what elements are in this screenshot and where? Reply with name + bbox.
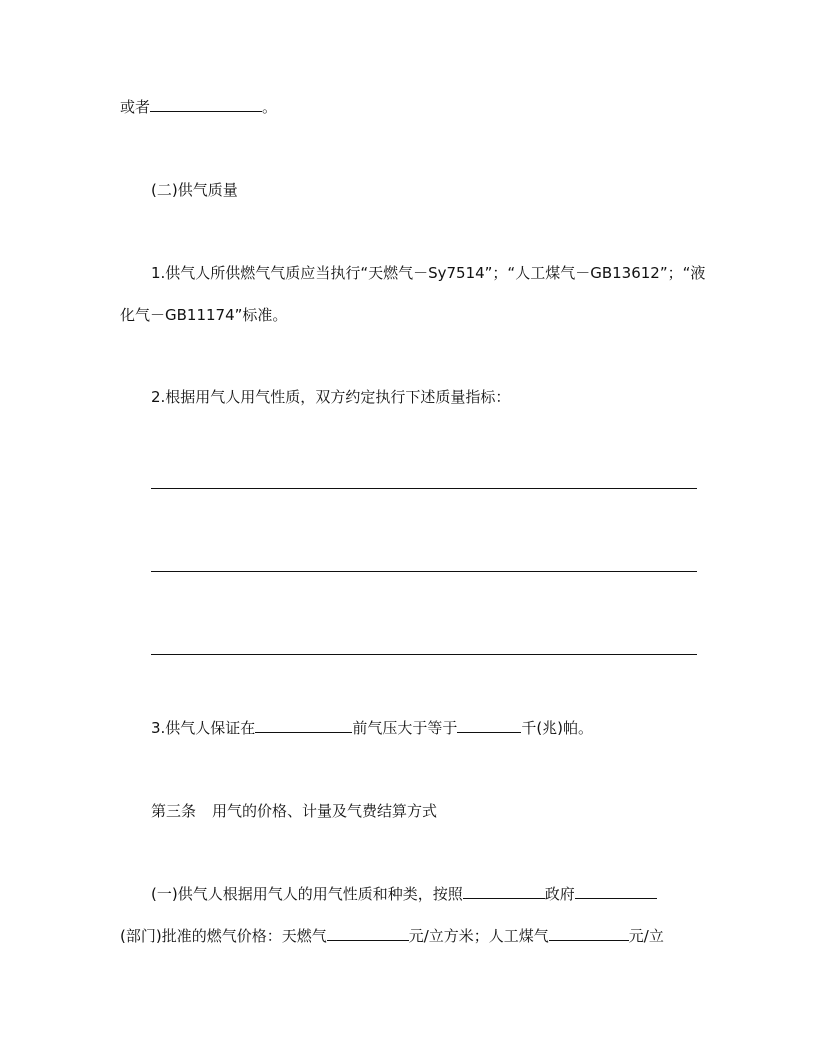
paragraph-pricing bbox=[151, 884, 657, 904]
pricing-text-e: 元/立 bbox=[628, 927, 664, 945]
paragraph-pricing-cont bbox=[120, 926, 664, 946]
article-title: 用气的价格、计量及气费结算方式 bbox=[212, 802, 438, 820]
section-heading-gas-quality: (二)供气质量 bbox=[151, 181, 238, 199]
line-or bbox=[120, 97, 277, 117]
pricing-text-b: 政府 bbox=[544, 885, 575, 903]
pressure-text-c: 千(兆)帕。 bbox=[521, 719, 594, 737]
paragraph-pressure bbox=[151, 718, 593, 738]
fill-in-line-1[interactable] bbox=[151, 488, 697, 489]
blank-government[interactable] bbox=[463, 884, 545, 899]
paragraph-quality-standards: 1.供气人所供燃气气质应当执行“天燃气－Sy7514”；“人工煤气－GB13612”；“液 bbox=[151, 264, 706, 282]
article-number: 第三条 bbox=[151, 802, 197, 820]
blank-location[interactable] bbox=[255, 718, 352, 733]
blank-artificial-gas-price[interactable] bbox=[549, 926, 629, 941]
blank-pressure[interactable] bbox=[457, 718, 521, 733]
fill-in-line-3[interactable] bbox=[151, 654, 697, 655]
blank-field[interactable] bbox=[150, 97, 262, 112]
pressure-text-a: 3.供气人保证在 bbox=[151, 719, 256, 737]
paragraph-quality-standards-cont: 化气－GB11174”标准。 bbox=[120, 306, 288, 324]
pricing-text-a: (一)供气人根据用气人的用气性质和种类，按照 bbox=[151, 885, 463, 903]
fill-in-line-2[interactable] bbox=[151, 571, 697, 572]
article-three-heading bbox=[151, 801, 437, 821]
pricing-text-d: 元/立方米；人工煤气 bbox=[408, 927, 549, 945]
period: 。 bbox=[262, 98, 278, 116]
pressure-text-b: 前气压大于等于 bbox=[352, 719, 458, 737]
paragraph-quality-indicators: 2.根据用气人用气性质，双方约定执行下述质量指标： bbox=[151, 388, 511, 406]
text-or: 或者 bbox=[120, 98, 151, 116]
blank-natural-gas-price[interactable] bbox=[327, 926, 409, 941]
blank-department[interactable] bbox=[575, 884, 657, 899]
pricing-text-c: (部门)批准的燃气价格：天燃气 bbox=[120, 927, 327, 945]
